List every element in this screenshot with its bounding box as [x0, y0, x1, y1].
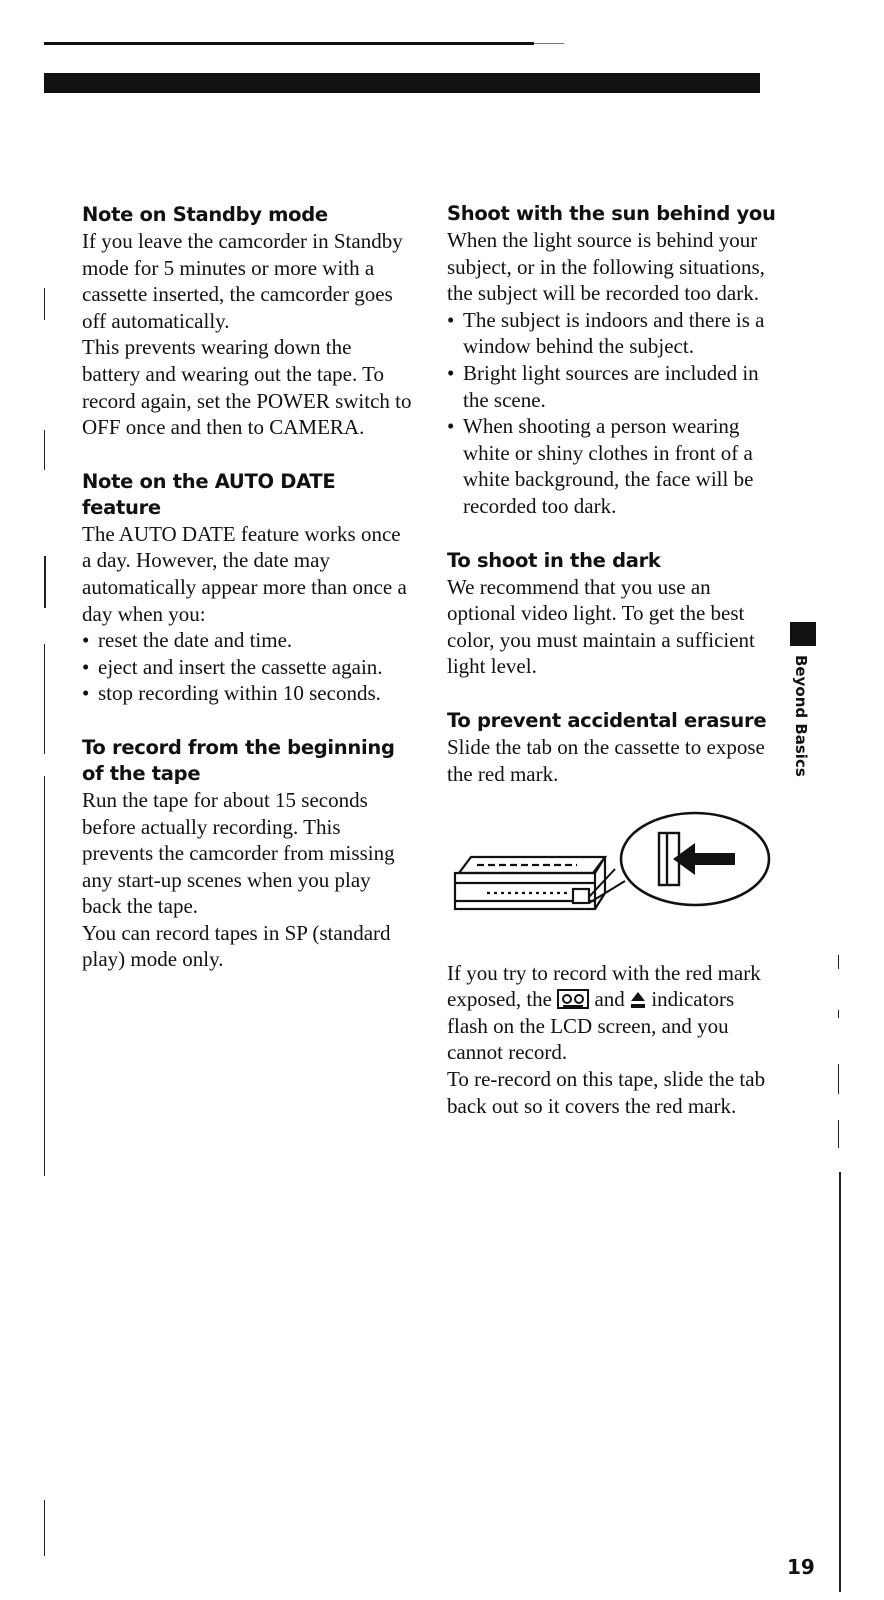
auto-date-heading: Note on the AUTO DATE feature — [82, 469, 336, 519]
list-item: • When shooting a person wearing white or shiny clothes in front of a white background, the face will be recorded too dark. — [447, 413, 777, 519]
margin-mark — [839, 1172, 841, 1592]
dark-heading: To shoot in the dark — [447, 548, 661, 572]
eject-icon — [630, 991, 646, 1009]
record-beginning-heading: To record from the beginning of the tape — [82, 735, 395, 785]
list-item: • reset the date and time. — [82, 627, 412, 654]
auto-date-text: The AUTO DATE feature works once a day. However, the date may automatically appear more than once a day when you: — [82, 521, 407, 626]
margin-mark — [44, 644, 45, 754]
right-column — [447, 201, 777, 1119]
section-side-label: Beyond Basics — [792, 655, 810, 777]
header-rule-tail — [534, 43, 564, 44]
sun-behind-heading: Shoot with the sun behind you — [447, 202, 776, 225]
standby-text-2: This prevents wearing down the battery and wearing out the tape. To record again, set the POWER switch to OFF once and then to CAMERA. — [82, 335, 412, 440]
margin-mark — [44, 430, 45, 470]
section-tab-marker — [790, 622, 816, 646]
cassette-icon — [557, 989, 589, 1009]
margin-mark — [44, 1500, 45, 1556]
list-item: • The subject is indoors and there is a window behind the subject. — [447, 307, 777, 360]
record-beginning-text-1: Run the tape for about 15 seconds before actually recording. This prevents the camcorder from missing any start-up scenes when you play back the tape. — [82, 787, 395, 919]
record-beginning-text-2: You can record tapes in SP (standard play) mode only. — [82, 920, 391, 972]
margin-mark — [44, 288, 45, 320]
margin-mark — [838, 955, 839, 969]
margin-mark — [44, 776, 45, 1176]
auto-date-list — [82, 627, 412, 707]
erasure-text-1: Slide the tab on the cassette to expose the red mark. — [447, 734, 765, 786]
page-number: 19 — [787, 1555, 815, 1579]
list-item: • stop recording within 10 seconds. — [82, 680, 412, 707]
margin-mark — [44, 556, 46, 608]
list-item: • eject and insert the cassette again. — [82, 654, 412, 681]
margin-mark — [838, 1064, 839, 1094]
standby-heading: Note on Standby mode — [82, 203, 328, 226]
header-rule-thin — [44, 42, 534, 45]
erasure-text-2: If you try to record with the red mark exposed, the and indicators flash on the LCD screen, and you cannot record. — [447, 960, 761, 1065]
margin-mark — [838, 1010, 839, 1018]
left-column — [82, 202, 412, 973]
erasure-text-3: To re-record on this tape, slide the tab back out so it covers the red mark. — [447, 1067, 766, 1118]
list-item: • Bright light sources are included in the scene. — [447, 360, 777, 413]
margin-mark — [838, 1120, 839, 1148]
erasure-heading: To prevent accidental erasure — [447, 708, 767, 732]
sun-behind-text: When the light source is behind your subject, or in the following situations, the subject will be recorded too dark. — [447, 228, 765, 306]
sun-behind-list — [447, 307, 777, 520]
standby-text-1: If you leave the camcorder in Standby mode for 5 minutes or more with a cassette inserted, the camcorder goes off automatically. — [82, 229, 403, 333]
dark-text: We recommend that you use an optional video light. To get the best color, you must maintain a sufficient light level. — [447, 574, 755, 679]
header-bar — [44, 73, 760, 93]
cassette-tab-diagram — [447, 811, 772, 931]
